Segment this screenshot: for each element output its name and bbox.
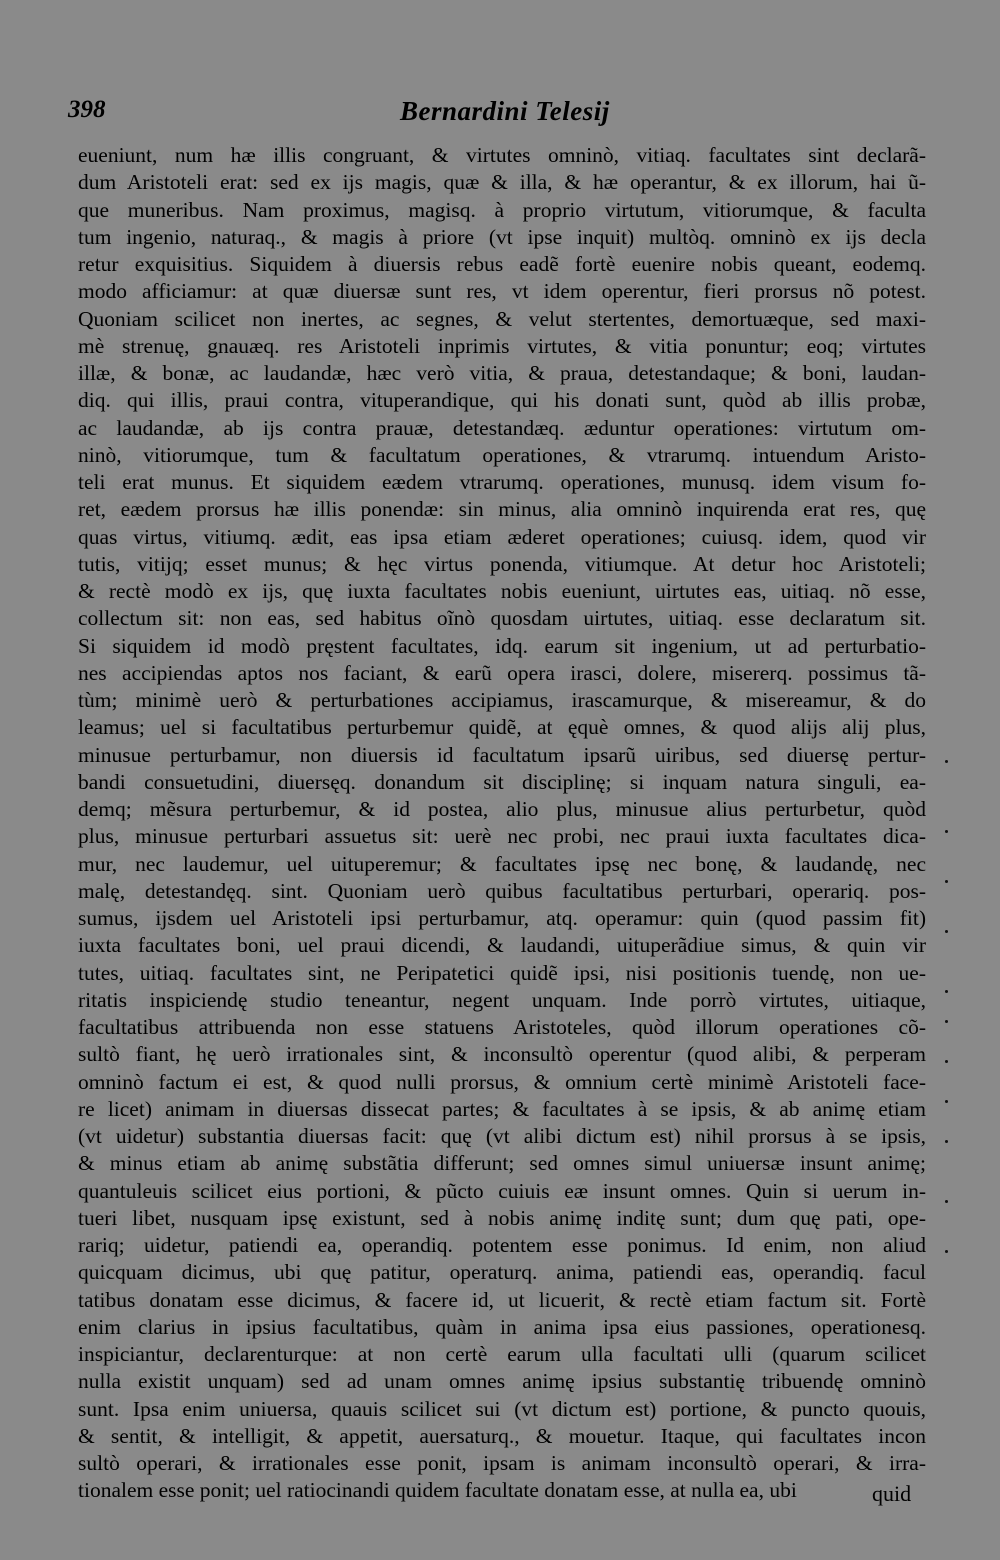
page-number: 398 bbox=[68, 96, 106, 123]
text-line: malę, detestandęq. sint. Quoniam uerò quibus facultatibus perturbari, operariq. pos- bbox=[78, 878, 926, 903]
bleed-through-mark bbox=[945, 930, 948, 933]
text-line: (vt uidetur) substantia diuersas facit: quę (vt alibi dictum est) nihil prorsus à se ipsis, bbox=[78, 1124, 926, 1148]
text-line: leamus; uel si facultatibus perturbemur quidẽ, at ęquè omnes, & quod alijs alij plus, bbox=[78, 715, 926, 740]
text-line: sultò operari, & irrationales esse ponit, ipsam is animam inconsultò operari, & irra- bbox=[78, 1451, 926, 1475]
text-line: nulla existit unquam) sed ad unam omnes animę ipsius substantię tribuendę omninò bbox=[78, 1369, 926, 1394]
text-line: plus, minusue perturbari assuetus sit: uerè nec probi, nec praui iuxta facultates dica- bbox=[78, 824, 926, 849]
text-line: ac laudandæ, ab ijs contra prauæ, detestandæq. æduntur operationes: virtutum om- bbox=[78, 415, 926, 440]
text-line: & sentit, & intelligit, & appetit, auersaturq., & mouetur. Itaque, qui facultates incon bbox=[78, 1423, 926, 1448]
text-line: modo afficiamur: at quæ diuersæ sunt res, vt idem operentur, fieri prorsus nõ potest. bbox=[78, 279, 926, 304]
bleed-through-mark bbox=[945, 1020, 948, 1023]
text-line: mè strenuę, gnauæq. res Aristoteli inprimis virtutes, & vitia ponuntur; eoq; virtutes bbox=[78, 333, 926, 358]
text-line: bandi consuetudini, diuersęq. donandum sit disciplinę; si inquam natura singuli, ea- bbox=[78, 769, 926, 794]
text-line: mur, nec laudemur, uel uituperemur; & facultates ipsę nec bonę, & laudandę, nec bbox=[78, 851, 926, 876]
body-text bbox=[78, 142, 926, 1505]
bleed-through-mark bbox=[945, 1250, 948, 1253]
text-line: re licet) animam in diuersas dissecat partes; & facultates à se ipsis, & ab animę etiam bbox=[78, 1096, 926, 1121]
text-line: nes accipiendas aptos nos faciant, & earũ opera irasci, dolere, misererq. possimus tã- bbox=[78, 660, 926, 685]
text-line: diq. qui illis, praui contra, vituperandique, qui his donati sunt, quòd ab illis probæ, bbox=[78, 388, 926, 413]
text-line: inspiciantur, declarenturque: at non certè earum ulla facultati ulli (quarum scilicet bbox=[78, 1342, 926, 1366]
text-line: tum ingenio, naturaq., & magis à priore (vt ipse inquit) multòq. omninò ex ijs decla bbox=[78, 224, 926, 249]
text-line: sumus, ijsdem uel Aristoteli ipsi perturbamur, atq. operamur: quin (quod passim fit) bbox=[78, 906, 926, 930]
text-line: tutes, uitiaq. facultates sint, ne Peripatetici quidẽ ipsi, nisi positionis tuendę, non ue- bbox=[78, 960, 926, 985]
text-line: tutis, vitijq; esset munus; & hęc virtus ponenda, vitiumque. At detur hoc Aristoteli; bbox=[78, 551, 926, 576]
text-line: omninò factum ei est, & quod nulli prorsus, & omnium certè minimè Aristoteli face- bbox=[78, 1069, 926, 1094]
text-line: enim clarius in ipsius facultatibus, quàm in anima ipsa eius passiones, operationesq. bbox=[78, 1314, 926, 1339]
text-line: & minus etiam ab animę substãtia differunt; sed omnes simul uniuersæ insunt animę; bbox=[78, 1151, 926, 1176]
text-line: sunt. Ipsa enim uniuersa, quauis scilicet sui (vt dictum est) portione, & puncto quouis, bbox=[78, 1396, 926, 1421]
text-line: quas virtus, vitiumq. ædit, eas ipsa etiam æderet operationes; cuiusq. idem, quod vir bbox=[78, 524, 926, 549]
text-line: rariq; uidetur, patiendi ea, operandiq. potentem esse ponimus. Id enim, non aliud bbox=[78, 1233, 926, 1257]
text-line: minusue perturbamur, non diuersis id facultatum ipsarũ uiribus, sed diuersę pertur- bbox=[78, 742, 926, 767]
text-line: collectum sit: non eas, sed habitus oĩnò quosdam uirtutes, uitiaq. esse declaratum sit. bbox=[78, 606, 926, 631]
text-line: tatibus donatam esse dicimus, & facere id, ut licuerit, & rectè etiam factum sit. Fortè bbox=[78, 1287, 926, 1312]
bleed-through-mark bbox=[945, 830, 948, 833]
text-line: ret, eædem prorsus hæ illis ponendæ: sin minus, alia omninò inquirenda erat res, quę bbox=[78, 497, 926, 522]
page-header bbox=[60, 96, 940, 136]
bleed-through-mark bbox=[945, 1140, 948, 1143]
text-line: ritatis inspiciendę studio teneantur, negent unquam. Inde porrò virtutes, uitiaque, bbox=[78, 987, 926, 1012]
text-line: tùm; minimè uerò & perturbationes accipiamus, irascamurque, & misereamur, & do bbox=[78, 688, 926, 712]
bleed-through-mark bbox=[945, 990, 948, 993]
bleed-through-mark bbox=[945, 880, 948, 883]
bleed-through-mark bbox=[945, 1200, 948, 1203]
running-head: Bernardini Telesij bbox=[400, 96, 610, 126]
text-line: teli erat munus. Et siquidem eædem vtrarumq. operationes, munusq. idem visum fo- bbox=[78, 470, 926, 494]
text-line: dum Aristoteli erat: sed ex ijs magis, quæ & illa, & hæ operantur, & ex illorum, hai ũ- bbox=[78, 170, 926, 195]
bleed-through-mark bbox=[945, 1100, 948, 1103]
text-line: quantuleuis scilicet eius portioni, & pũcto cuiuis eæ insunt omnes. Quin si uerum in- bbox=[78, 1178, 926, 1203]
text-line: sultò fiant, hę uerò irrationales sint, & inconsultò operentur (quod alibi, & perperam bbox=[78, 1042, 926, 1067]
catchword: quid bbox=[872, 1481, 912, 1506]
bleed-through-mark bbox=[945, 760, 948, 763]
text-line: demq; mẽsura perturbemur, & id postea, alio plus, minusue alius perturbetur, quòd bbox=[78, 797, 926, 821]
text-line: que muneribus. Nam proximus, magisq. à proprio virtutum, vitiorumque, & faculta bbox=[78, 197, 926, 222]
text-line: quicquam dicimus, ubi quę patitur, operaturq. anima, patiendi eas, operandiq. facul bbox=[78, 1260, 926, 1285]
text-line: eueniunt, num hæ illis congruant, & virtutes omninò, vitiaq. facultates sint declarã- bbox=[78, 143, 926, 167]
text-line: ninò, vitiorumque, tum & facultatum operationes, & vtrarumq. intuendum Aristo- bbox=[78, 442, 926, 467]
text-line: iuxta facultates boni, uel praui dicendi, & laudandi, uituperãdiue simus, & quin vir bbox=[78, 933, 926, 958]
bleed-through-mark bbox=[945, 1060, 948, 1063]
text-line: Si siquidem id modò pręstent facultates, idq. earum sit ingenium, ut ad perturbatio- bbox=[78, 633, 926, 658]
text-line: Quoniam scilicet non inertes, ac segnes, & velut stertentes, demortuæque, sed maxi- bbox=[78, 306, 926, 331]
text-line: tueri libet, nusquam ipsę existunt, sed à nobis animę inditę sunt; dum quę pati, ope- bbox=[78, 1205, 926, 1230]
text-line: facultatibus attribuenda non esse statuens Aristoteles, quòd illorum operationes cõ- bbox=[78, 1015, 926, 1039]
text-line: & rectè modò ex ijs, quę iuxta facultates nobis eueniunt, uirtutes eas, uitiaq. nõ esse, bbox=[78, 579, 926, 603]
text-line: tionalem esse ponit; uel ratiocinandi quidem facultate donatam esse, at nulla ea, ubi bbox=[78, 1478, 797, 1503]
text-line: retur exquisitius. Siquidem à diuersis rebus eadẽ fortè euenire nobis queant, eodemq. bbox=[78, 252, 926, 276]
text-line: illæ, & bonæ, ac laudandæ, hæc verò vitia, & praua, detestandaque; & boni, laudan- bbox=[78, 361, 926, 385]
